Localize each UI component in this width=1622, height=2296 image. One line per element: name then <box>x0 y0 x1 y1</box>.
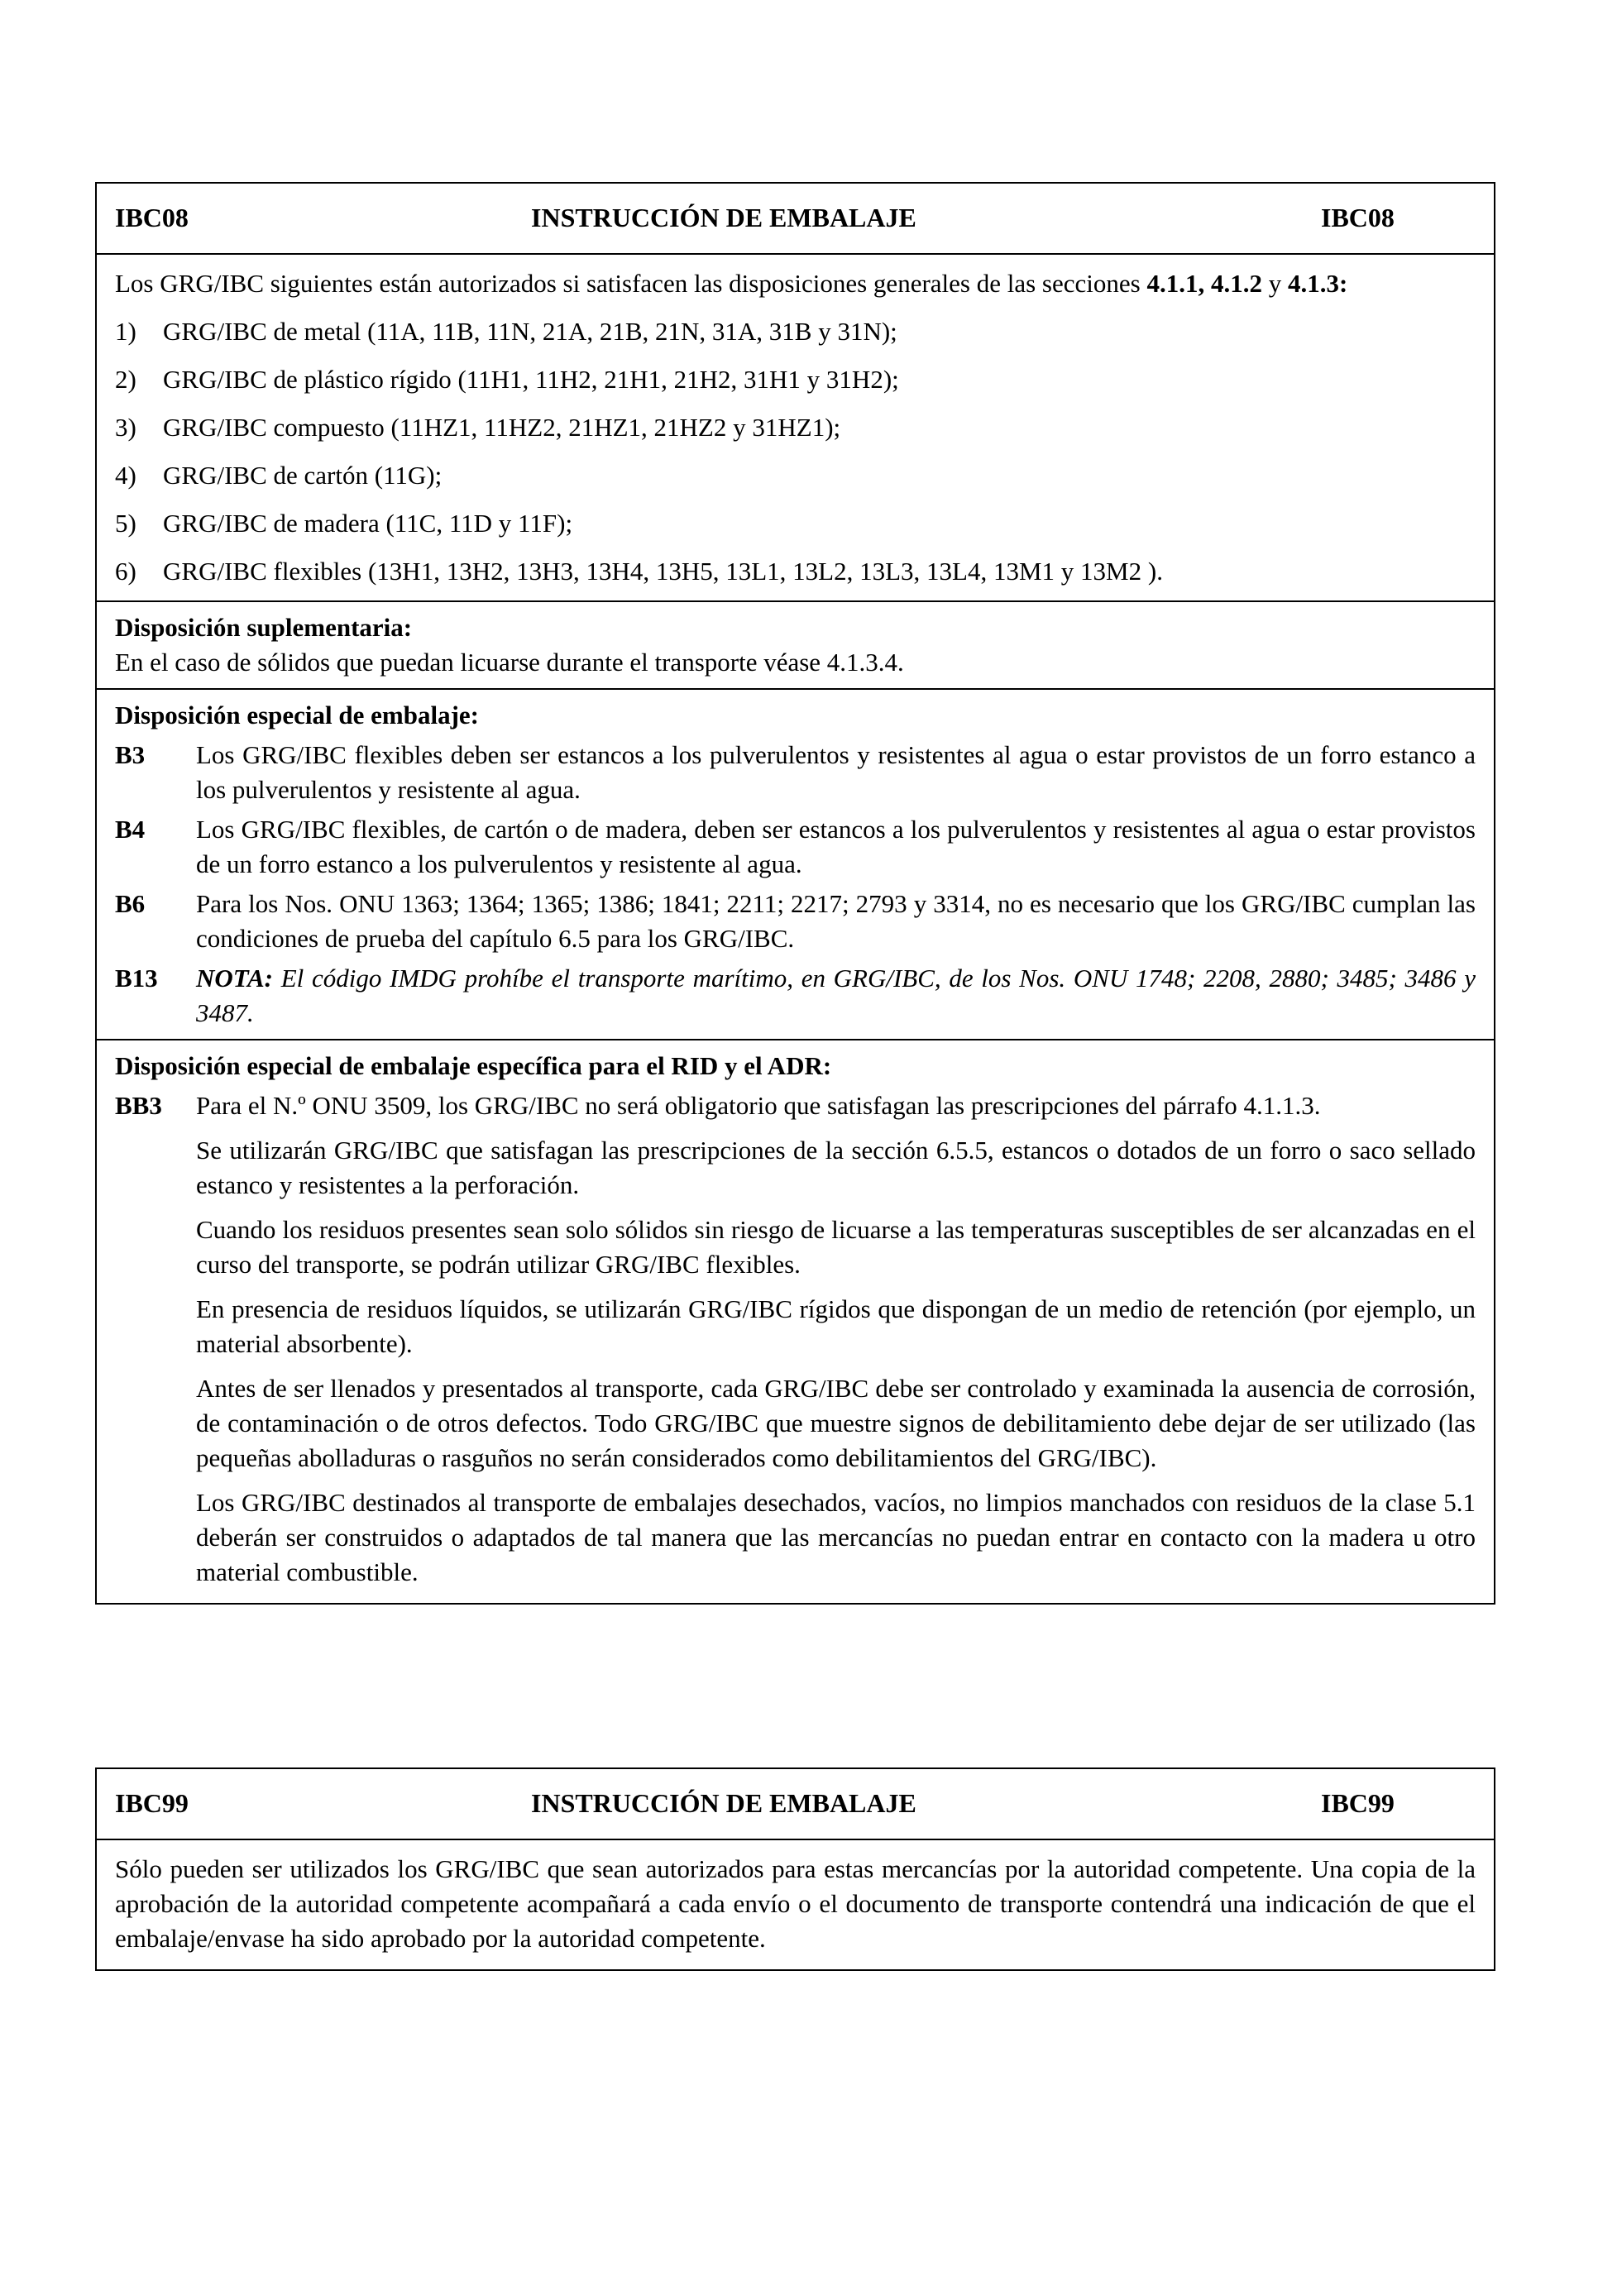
ibc99-text: Sólo pueden ser utilizados los GRG/IBC que sean autorizados para estas mercancías por la autoridad competente. Una copia de la aprobación de la autoridad competente acompañará a cada envío o el documento de transporte contendrá una indicación de que el embalaje/envase ha sido aprobado por la autoridad competente. <box>115 1854 1476 1953</box>
special-provision-section <box>97 690 1494 1040</box>
list-item: 1) GRG/IBC de metal (11A, 11B, 11N, 21A, 21B, 21N, 31A, 31B y 31N); <box>115 317 897 346</box>
list-item: 6) GRG/IBC flexibles (13H1, 13H2, 13H3, 13H4, 13H5, 13L1, 13L2, 13L3, 13L4, 13M1 y 13M2 ). <box>115 557 1163 586</box>
note-label: NOTA: <box>196 964 273 993</box>
provision-b13: B13 NOTA: El código IMDG prohíbe el transporte marítimo, en GRG/IBC, de los Nos. ONU 1748; 2208, 2880; 3485; 3486 y 3487. <box>115 964 1476 1027</box>
ibc08-title: INSTRUCCIÓN DE EMBALAJE <box>531 203 916 232</box>
ibc08-code-left: IBC08 <box>115 203 189 232</box>
supplementary-provision-section <box>97 602 1494 690</box>
ibc99-instruction-box <box>95 1767 1495 1971</box>
list-item: 5) GRG/IBC de madera (11C, 11D y 11F); <box>115 509 573 538</box>
ibc99-body <box>97 1840 1494 1969</box>
list-item: 3) GRG/IBC compuesto (11HZ1, 11HZ2, 21HZ1, 21HZ2 y 31HZ1); <box>115 413 841 442</box>
supplementary-text: En el caso de sólidos que puedan licuarse durante el transporte véase 4.1.3.4. <box>115 648 904 677</box>
bb3-paragraph: Antes de ser llenados y presentados al transporte, cada GRG/IBC debe ser controlado y examinada la ausencia de corrosión, de contaminación o de otros defectos. Todo GRG/IBC que muestre signos de debilitamiento debe dejar de ser utilizado (las pequeñas abolladuras o rasguños no serán considerados como debilitamientos del GRG/IBC). <box>196 1374 1476 1472</box>
intro-sections: 4.1.1, 4.1.2 <box>1146 269 1262 298</box>
provision-bb3: BB3 Para el N.º ONU 3509, los GRG/IBC no será obligatorio que satisfagan las prescripciones del párrafo 4.1.1.3. <box>115 1091 1321 1120</box>
intro-paragraph <box>115 266 1476 301</box>
bb3-paragraph: Cuando los residuos presentes sean solo sólidos sin riesgo de licuarse a las temperaturas susceptibles de ser alcanzadas en el curso del transporte, se podrán utilizar GRG/IBC flexibles. <box>196 1215 1476 1279</box>
supplementary-heading: Disposición suplementaria: <box>115 613 413 642</box>
list-item: 4) GRG/IBC de cartón (11G); <box>115 461 443 490</box>
note-text: El código IMDG prohíbe el transporte marítimo, en GRG/IBC, de los Nos. ONU 1748; 2208, 2880; 3485; 3486 y 3487. <box>196 964 1476 1027</box>
ibc99-title: INSTRUCCIÓN DE EMBALAJE <box>531 1788 916 1818</box>
intro-and: y <box>1261 269 1288 298</box>
ibc-type-list <box>115 314 1476 589</box>
ibc99-code-left: IBC99 <box>115 1788 189 1818</box>
bb3-paragraph: Se utilizarán GRG/IBC que satisfagan las prescripciones de la sección 6.5.5, estancos o dotados de un forro o saco sellado estanco y resistentes a la perforación. <box>196 1136 1476 1199</box>
authorized-ibc-section <box>97 255 1494 602</box>
rid-adr-heading: Disposición especial de embalaje específica para el RID y el ADR: <box>115 1051 832 1080</box>
ibc99-code-right: IBC99 <box>1321 1788 1395 1818</box>
ibc99-header <box>97 1769 1494 1840</box>
ibc08-header <box>97 184 1494 255</box>
ibc08-code-right: IBC08 <box>1321 203 1395 232</box>
provision-b6: B6 Para los Nos. ONU 1363; 1364; 1365; 1386; 1841; 2211; 2217; 2793 y 3314, no es necesario que los GRG/IBC cumplan las condiciones de prueba del capítulo 6.5 para los GRG/IBC. <box>115 889 1476 953</box>
special-heading: Disposición especial de embalaje: <box>115 701 479 729</box>
rid-adr-provision-section <box>97 1040 1494 1603</box>
intro-last-section: 4.1.3: <box>1287 269 1348 298</box>
list-item: 2) GRG/IBC de plástico rígido (11H1, 11H2, 21H1, 21H2, 31H1 y 31H2); <box>115 365 899 394</box>
provision-b3: B3 Los GRG/IBC flexibles deben ser estancos a los pulverulentos y resistentes al agua o estar provistos de un forro estanco a los pulverulentos y resistente al agua. <box>115 740 1476 804</box>
bb3-paragraph: En presencia de residuos líquidos, se utilizarán GRG/IBC rígidos que dispongan de un medio de retención (por ejemplo, un material absorbente). <box>196 1294 1476 1358</box>
bb3-paragraph: Los GRG/IBC destinados al transporte de embalajes desechados, vacíos, no limpios manchados con residuos de la clase 5.1 deberán ser construidos o adaptados de tal manera que las mercancías no puedan entrar en contacto con la madera u otro material combustible. <box>196 1488 1476 1586</box>
ibc08-instruction-box <box>95 182 1495 1605</box>
intro-text: Los GRG/IBC siguientes están autorizados si satisfacen las disposiciones generales de las secciones <box>115 269 1147 298</box>
provision-b4: B4 Los GRG/IBC flexibles, de cartón o de madera, deben ser estancos a los pulverulentos y resistentes al agua o estar provistos de un forro estanco a los pulverulentos y resistente al agua. <box>115 815 1476 878</box>
